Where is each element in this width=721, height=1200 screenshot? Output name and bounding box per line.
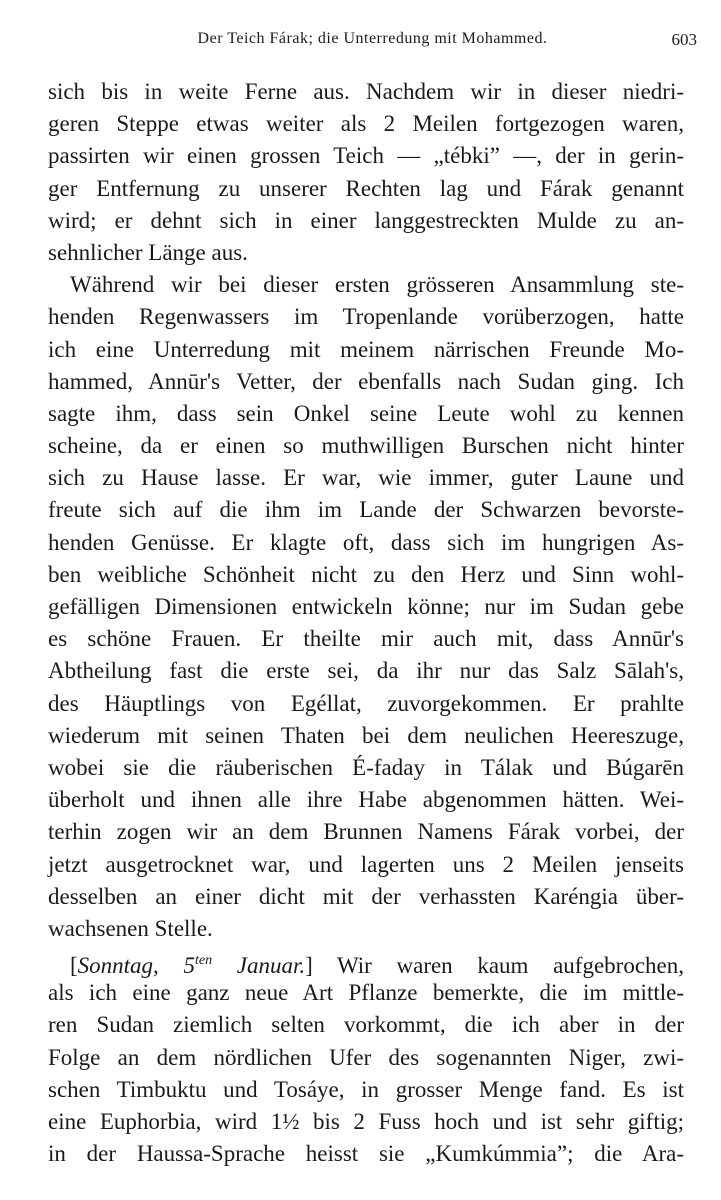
date-day-suffix: ten (194, 953, 213, 969)
text-line: ben weibliche Schönheit nicht zu den Herz und Sinn wohl- (48, 561, 684, 587)
text-line: wird; er dehnt sich in einer langgestreckten Mulde zu an- (48, 207, 684, 233)
text-line: scheine, da er einen so muthwilligen Burschen nicht hinter (48, 433, 684, 459)
date-bracket-open: [ (70, 953, 78, 979)
text-line: Abtheilung fast die erste sei, da ihr nur das Salz Sālah's, (48, 658, 684, 684)
body-text (48, 76, 684, 1170)
text-line: sich zu Hause lasse. Er war, wie immer, guter Laune und (48, 465, 684, 491)
text-line: es schöne Frauen. Er theilte mir auch mit, dass Annūr's (48, 626, 684, 652)
text-line: ger Entfernung zu unserer Rechten lag und Fárak genannt (48, 175, 684, 201)
text-line: Folge an dem nördlichen Ufer des sogenannten Niger, zwi- (48, 1044, 684, 1070)
date-bracket-close: ] (305, 953, 313, 979)
text-line: wobei sie die räuberischen É-faday in Tálak und Búgarēn (48, 754, 684, 780)
date-month: Januar. (212, 953, 306, 979)
text-line: in der Haussa-Sprache heisst sie „Kumkúmmia”; die Ara- (48, 1141, 684, 1167)
text-line: wachsenen Stelle. (48, 915, 213, 941)
text-line: geren Steppe etwas weiter als 2 Meilen fortgezogen waren, (48, 111, 684, 137)
text-line: als ich eine ganz neue Art Pflanze bemerkte, die im mittle- (48, 980, 684, 1006)
header-title: Der Teich Fárak; die Unterredung mit Mohammed. (197, 30, 548, 47)
text-line: sehnlicher Länge aus. (48, 239, 248, 265)
text-line: ren Sudan ziemlich selten vorkommt, die ich aber in der (48, 1012, 684, 1038)
text-line: jetzt ausgetrocknet war, und lagerten uns 2 Meilen jenseits (48, 851, 684, 877)
text-line: passirten wir einen grossen Teich — „tébki” —, der in gerin- (48, 143, 684, 169)
text-line: desselben an einer dicht mit der verhassten Karéngia über- (48, 883, 684, 909)
text-line: des Häuptlings von Egéllat, zuvorgekommen. Er prahlte (48, 690, 684, 716)
text-fragment: Wir waren kaum aufgebrochen, (312, 953, 684, 979)
text-line: sagte ihm, dass sein Onkel seine Leute wohl zu kennen (48, 400, 684, 426)
text-line: freute sich auf die ihm im Lande der Schwarzen bevorste- (48, 497, 684, 523)
text-line: sich bis in weite Ferne aus. Nachdem wir in dieser niedri- (48, 79, 684, 104)
text-line: überholt und ihnen alle ihre Habe abgenommen hätten. Wei- (48, 787, 684, 813)
date-line (48, 945, 684, 977)
text-line: gefälligen Dimensionen entwickeln könne; nur im Sudan gebe (48, 594, 684, 619)
text-line: hammed, Annūr's Vetter, der ebenfalls nach Sudan ging. Ich (48, 368, 684, 394)
text-line: wiederum mit seinen Thaten bei dem neulichen Heereszuge, (48, 722, 684, 748)
text-line: ich eine Unterredung mit meinem närrischen Freunde Mo- (48, 336, 684, 362)
text-line: henden Regenwassers im Tropenlande vorüberzogen, hatte (48, 304, 684, 330)
page-number: 603 (671, 30, 697, 49)
text-line: Während wir bei dieser ersten grösseren Ansammlung ste- (70, 272, 684, 298)
date-day: 5 (183, 953, 195, 979)
running-header (48, 30, 697, 58)
text-line: eine Euphorbia, wird 1½ bis 2 Fuss hoch und ist sehr giftig; (48, 1109, 684, 1134)
text-line: schen Timbuktu und Tosáye, in grosser Menge fand. Es ist (48, 1076, 684, 1102)
text-line: henden Genüsse. Er klagte oft, dass sich im hungrigen As- (48, 529, 684, 555)
date-weekday: Sonntag, (77, 953, 184, 979)
text-line: terhin zogen wir an dem Brunnen Namens Fárak vorbei, der (48, 819, 684, 845)
